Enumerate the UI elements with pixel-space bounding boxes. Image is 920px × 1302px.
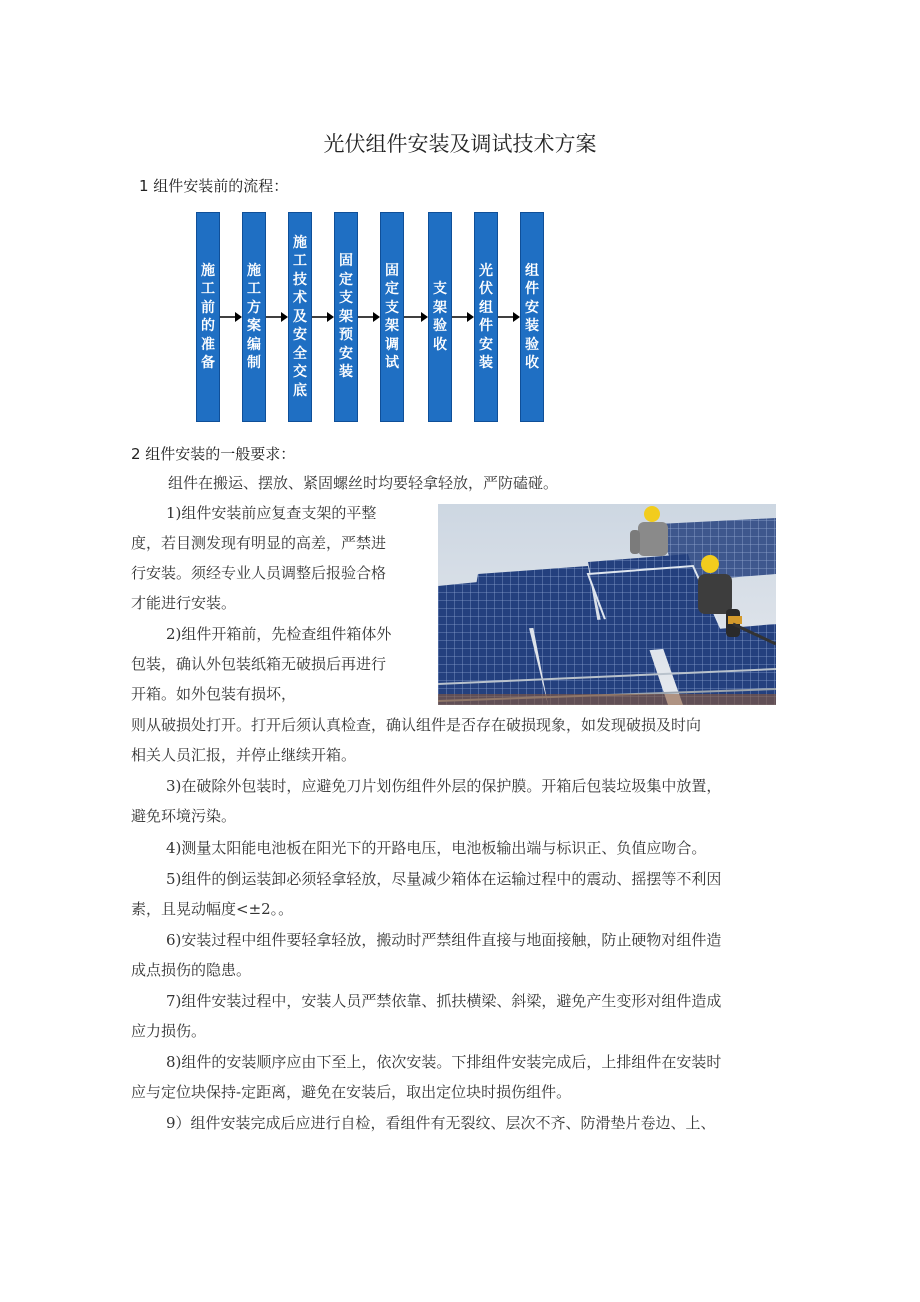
flow-arrow-icon xyxy=(452,212,474,422)
item-6-line: 成点损伤的隐患。 xyxy=(131,961,252,979)
intro-paragraph: 组件在搬运、摆放、紧固螺丝时均要轻拿轻放，严防磕碰。 xyxy=(168,474,559,492)
flow-arrow-icon xyxy=(220,212,242,422)
item-2-line: 相关人员汇报，并停止继续开箱。 xyxy=(131,746,357,764)
section-2-heading: 2 组件安装的一般要求： xyxy=(131,445,296,463)
item-6-line: 6)安装过程中组件要轻拿轻放，搬动时严禁组件直接与地面接触，防止硬物对组件造 xyxy=(166,931,722,949)
document-title: 光伏组件安装及调试技术方案 xyxy=(323,132,597,156)
flow-step-8: 组件安装验收 xyxy=(520,212,544,422)
flow-step-7: 光伏组件安装 xyxy=(474,212,498,422)
item-7-line: 7)组件安装过程中，安装人员严禁依靠、抓扶横梁、斜梁，避免产生变形对组件造成 xyxy=(166,992,722,1010)
solar-installation-photo xyxy=(438,504,776,705)
item-2-line: 2)组件开箱前，先检查组件箱体外 xyxy=(166,625,392,643)
item-1-line: 度，若目测发现有明显的高差，严禁进 xyxy=(131,534,387,552)
flow-step-1: 施工前的准备 xyxy=(196,212,220,422)
item-8-line: 应与定位块保持-定距离，避免在安装后，取出定位块时损伤组件。 xyxy=(131,1083,572,1101)
item-1-line: 行安装。须经专业人员调整后报验合格 xyxy=(131,564,387,582)
item-1-line: 才能进行安装。 xyxy=(131,594,237,612)
flow-arrow-icon xyxy=(358,212,380,422)
item-1-line: 1)组件安装前应复查支架的平整 xyxy=(166,504,377,522)
flow-step-4: 固定支架预安装 xyxy=(334,212,358,422)
item-3-line: 避免环境污染。 xyxy=(131,807,237,825)
flow-step-3: 施工技术及安全交底 xyxy=(288,212,312,422)
item-9-line: 9）组件安装完成后应进行自检，看组件有无裂纹、层次不齐、防滑垫片卷边、上、 xyxy=(166,1114,716,1132)
item-2-line: 则从破损处打开。打开后须认真检查，确认组件是否存在破损现象，如发现破损及时向 xyxy=(131,716,702,734)
item-2-line: 包装，确认外包装纸箱无破损后再进行 xyxy=(131,655,387,673)
flow-arrow-icon xyxy=(266,212,288,422)
flow-step-5: 固定支架调试 xyxy=(380,212,404,422)
item-3-line: 3)在破除外包装时，应避免刀片划伤组件外层的保护膜。开箱后包装垃圾集中放置， xyxy=(166,777,722,795)
section-1-heading: 1 组件安装前的流程： xyxy=(139,177,289,195)
item-7-line: 应力损伤。 xyxy=(131,1022,207,1040)
flow-arrow-icon xyxy=(498,212,520,422)
flow-arrow-icon xyxy=(312,212,334,422)
item-8-line: 8)组件的安装顺序应由下至上，依次安装。下排组件安装完成后，上排组件在安装时 xyxy=(166,1053,722,1071)
flowchart xyxy=(196,212,548,424)
flow-step-2: 施工方案编制 xyxy=(242,212,266,422)
item-2-line: 开箱。如外包装有损坏， xyxy=(131,685,297,703)
flow-arrow-icon xyxy=(404,212,428,422)
item-5-line: 素，且晃动幅度<±2。。 xyxy=(131,900,294,918)
flow-step-6: 支架验收 xyxy=(428,212,452,422)
item-5-line: 5)组件的倒运装卸必须轻拿轻放，尽量减少箱体在运输过程中的震动、摇摆等不利因 xyxy=(166,870,722,888)
item-4-line: 4)测量太阳能电池板在阳光下的开路电压，电池板输出端与标识正、负值应吻合。 xyxy=(166,839,707,857)
